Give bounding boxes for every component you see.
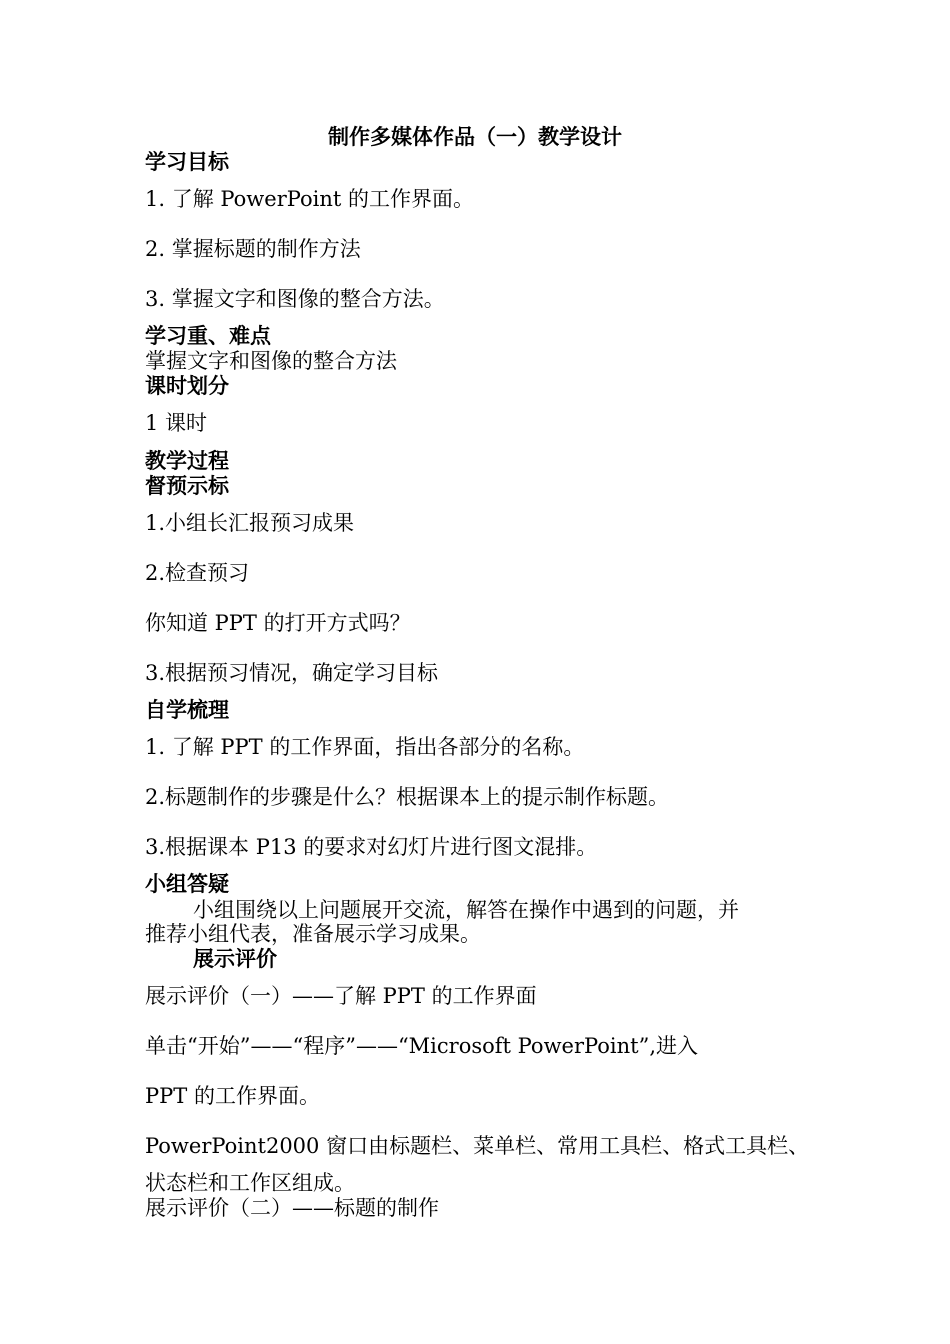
self-study-item-3: 3.根据课本 P13 的要求对幻灯片进行图文混排。 <box>145 835 598 859</box>
key-points-heading: 学习重、难点 <box>145 324 271 348</box>
goal-item-3: 3. 掌握文字和图像的整合方法。 <box>145 287 445 311</box>
schedule-text: 1 课时 <box>145 411 208 435</box>
process-heading: 教学过程 <box>145 449 229 473</box>
preview-item-3: 你知道 PPT 的打开方式吗？ <box>145 611 411 635</box>
show-item-5: 状态栏和工作区组成。 <box>145 1171 355 1195</box>
self-study-item-2: 2.标题制作的步骤是什么？根据课本上的提示制作标题。 <box>145 785 670 809</box>
preview-item-1: 1.小组长汇报预习成果 <box>145 511 355 535</box>
goal-item-1: 1. 了解 PowerPoint 的工作界面。 <box>145 187 475 211</box>
show-item-3: PPT 的工作界面。 <box>145 1084 320 1108</box>
goal-item-2: 2. 掌握标题的制作方法 <box>145 237 361 261</box>
group-text-line-1: 小组围绕以上问题展开交流，解答在操作中遇到的问题，并 <box>193 898 739 922</box>
self-study-item-1: 1. 了解 PPT 的工作界面，指出各部分的名称。 <box>145 735 585 759</box>
show-item-2: 单击“开始”——“程序”——“Microsoft PowerPoint”,进入 <box>145 1034 699 1058</box>
self-study-heading: 自学梳理 <box>145 698 229 722</box>
show-heading: 展示评价 <box>193 947 277 971</box>
group-heading: 小组答疑 <box>145 872 229 896</box>
preview-heading: 督预示标 <box>145 474 229 498</box>
show-item-4: PowerPoint2000 窗口由标题栏、菜单栏、常用工具栏、格式工具栏、 <box>145 1134 810 1158</box>
preview-item-2: 2.检查预习 <box>145 561 250 585</box>
preview-item-4: 3.根据预习情况，确定学习目标 <box>145 661 439 685</box>
show-item-6: 展示评价（二）——标题的制作 <box>145 1196 439 1220</box>
goals-heading: 学习目标 <box>145 150 229 174</box>
show-item-1: 展示评价（一）——了解 PPT 的工作界面 <box>145 984 537 1008</box>
document-title: 制作多媒体作品（一）教学设计 <box>328 125 622 149</box>
key-points-text: 掌握文字和图像的整合方法 <box>145 349 397 373</box>
schedule-heading: 课时划分 <box>145 374 229 398</box>
group-text-line-2: 推荐小组代表，准备展示学习成果。 <box>145 922 481 946</box>
